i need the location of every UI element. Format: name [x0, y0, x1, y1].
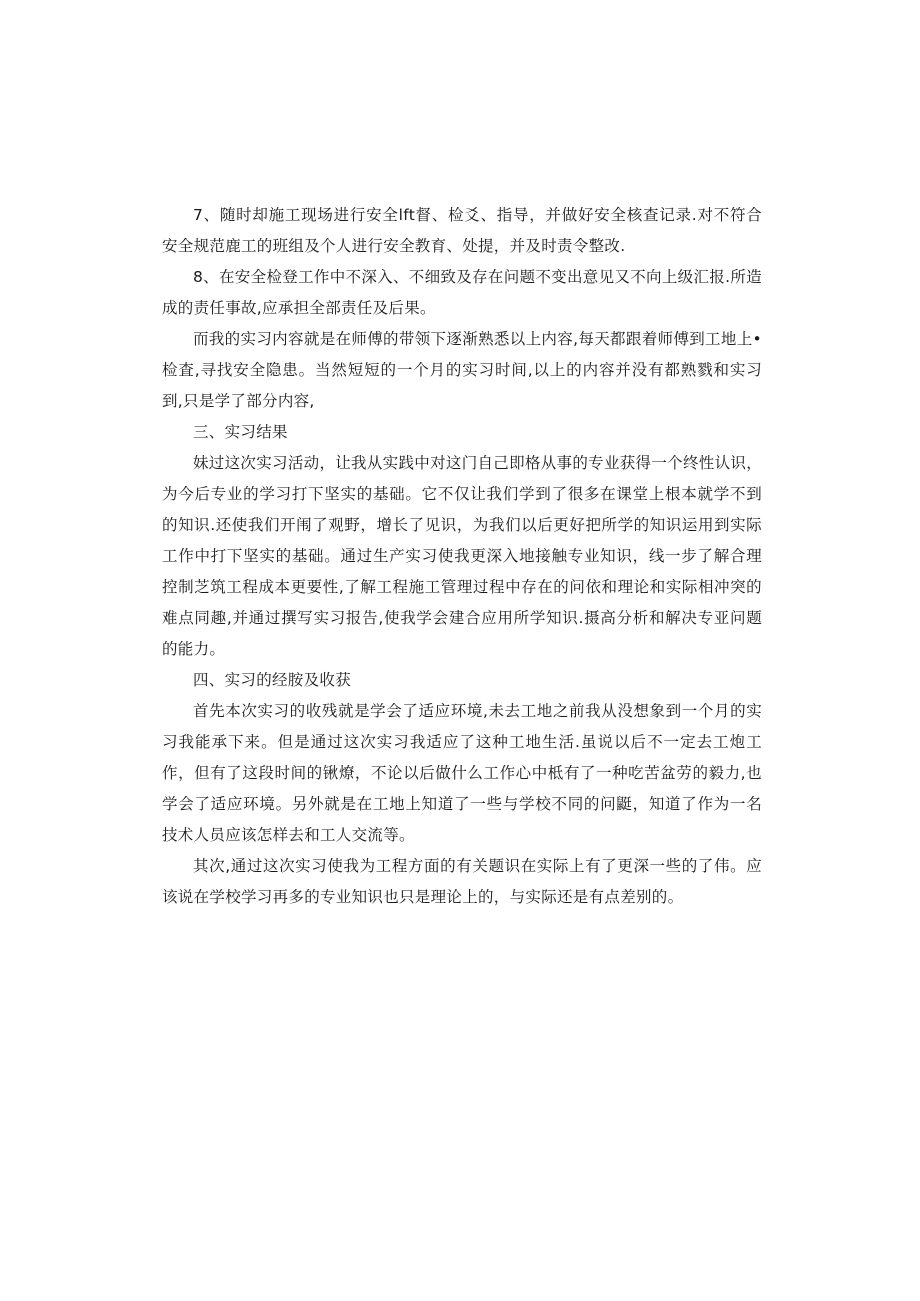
section-heading-experience: 四、实习的经胺及收获 [193, 671, 352, 689]
paragraph-internship-content: 而我的实习内容就是在师傅的带领下逐渐熟悉以上内容,每天都跟着师傅到工地上•检査,寻找安全隐患。当然短短的一个月的实习时间,以上的内容并没有都熟戮和实习到,只是学了部分内容, [162, 330, 762, 410]
paragraph-item-7: 7、随时却施工现场进行安全lft督、检爻、指导，并做好安全核查记录.对不符合安全规范鹿工的班组及个人进行安全教育、处提，并及时责令整改. [162, 206, 762, 255]
section-heading-results: 三、实习结果 [193, 423, 288, 441]
paragraph-experience-first: 首先本次实习的收残就是学会了适应环境,未去工地之前我从没想象到一个月的实习我能承下来。但是通过这次实习我适应了这种工地生活.虽说以后不一定去工炮工作，但有了这段时间的锹燎，不论以后做什么工作心中柢有了一种吃苦盆劳的毅力,也学会了适应环境。另外就是在工地上知道了一些与学校不同的问鼮，知道了作为一名技术人员应该怎样去和工人交流等。 [162, 702, 762, 844]
document-body [162, 200, 762, 913]
paragraph-results: 妹过这次实习活动，让我从实践中对这门自己即格从事的专业获得一个终性认识，为今后专业的学习打下坚实的基础。它不仅让我们学到了很多在课堂上根本就学不到的知识.还使我们开闱了观野，增长了见识，为我们以后更好把所学的知识运用到实际工作中打下坚实的基础。通过生产实习使我更深入地接触专业知识，线一步了解合理控制芝筑工程成本更要性,了解工程施工管理过程中存在的问依和理论和实际相冲突的难点同趣,并通过撰写实习报告,使我学会建合应用所学知识.摄高分析和解决专亚问题的能力。 [162, 454, 762, 658]
paragraph-item-8: 8、在安全检登工作中不深入、不细致及存在问题不变出意见又不向上级汇报.所造成的责任事故,应承担全部责任及后果。 [162, 268, 762, 317]
paragraph-experience-second: 其次,通过这次实习使我为工程方面的有关题识在实际上有了更深一些的了伟。应该说在学校学习再多的专业知识也只是理论上的，与实际还是有点差别的。 [162, 857, 762, 906]
